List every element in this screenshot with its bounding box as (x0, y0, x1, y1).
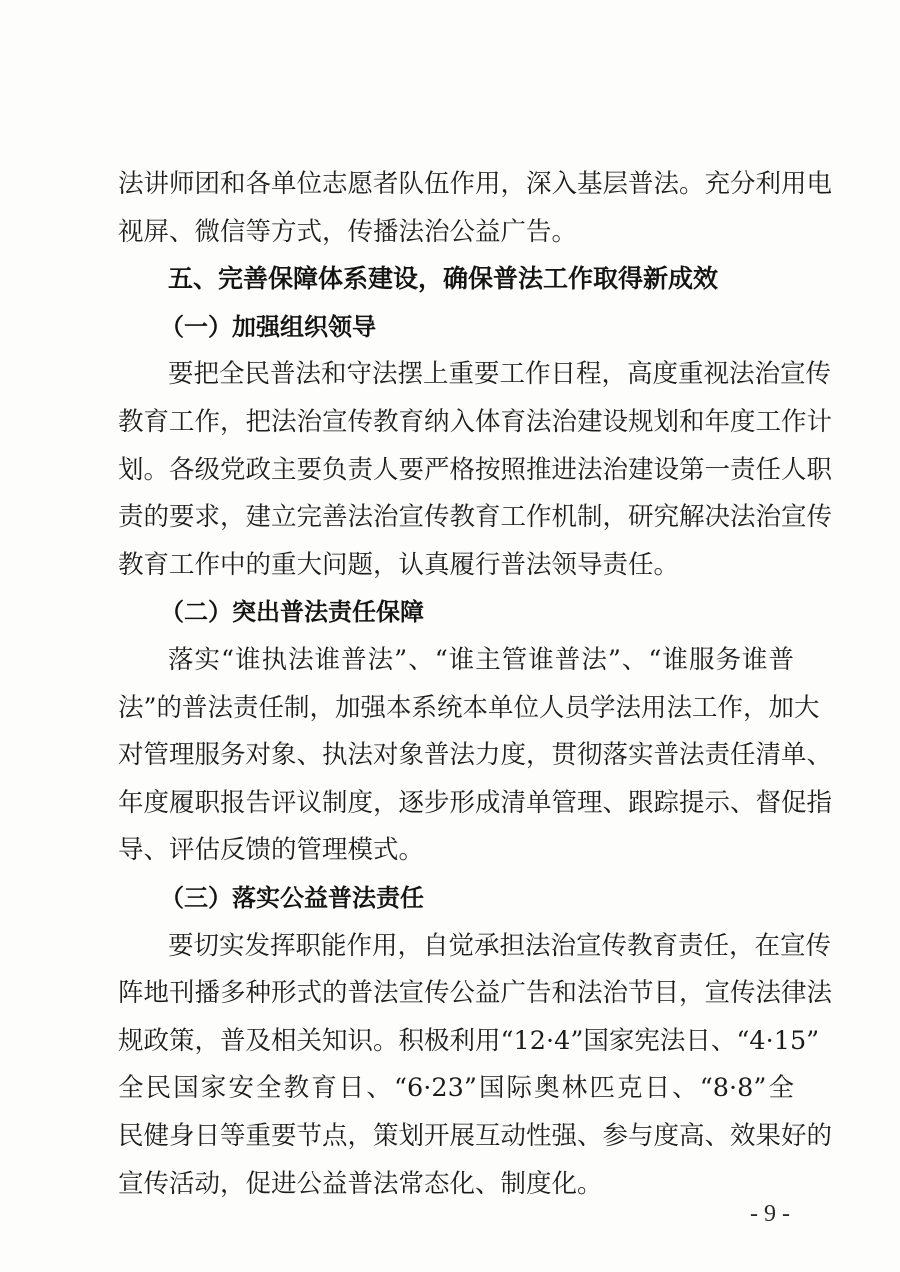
body-text-line: 法”的普法责任制，加强本系统本单位人员学法用法工作，加大 (118, 692, 820, 723)
body-text-line: 教育工作中的重大问题，认真履行普法领导责任。 (118, 549, 680, 580)
subsection-heading: （一）加强组织领导 (160, 312, 376, 341)
body-text-line: 年度履职报告评议制度，逐步形成清单管理、跟踪提示、督促指 (118, 787, 833, 818)
body-text-line: 教育工作，把法治宣传教育纳入体育法治建设规划和年度工作计 (118, 407, 833, 437)
body-text-line: 责的要求，建立完善法治宣传教育工作机制，研究解决法治宣传 (118, 502, 833, 533)
body-text-line: 阵地刊播多种形式的普法宣传公益广告和法治节目，宣传法律法 (118, 978, 833, 1009)
subsection-heading: （三）落实公益普法责任 (160, 884, 424, 912)
body-text-line: 落实“谁执法谁普法”、“谁主管谁普法”、“谁服务谁普 (168, 645, 794, 675)
body-text-line: 规政策，普及相关知识。积极利用“12·4”国家宪法日、“4·15” (118, 1025, 820, 1056)
body-text-line: 划。各级党政主要负责人要严格按照推进法治建设第一责任人职 (118, 454, 833, 485)
body-text-line: 宣传活动，促进公益普法常态化、制度化。 (118, 1168, 603, 1199)
body-text-line: 民健身日等重要节点，策划开展互动性强、参与度高、效果好的 (118, 1121, 833, 1151)
subsection-heading: （二）突出普法责任保障 (160, 598, 424, 627)
body-text-line: 要切实发挥职能作用，自觉承担法治宣传教育责任，在宣传 (168, 930, 832, 961)
body-text-line: 视屏、微信等方式，传播法治公益广告。 (118, 216, 578, 247)
body-text-line: 导、评估反馈的管理模式。 (118, 835, 425, 866)
body-text-line: 全民国家安全教育日、“6·23”国际奥林匹克日、“8·8”全 (118, 1073, 794, 1104)
page-number: - 9 - (750, 1201, 790, 1227)
body-text-line: 对管理服务对象、执法对象普法力度，贯彻落实普法责任清单、 (118, 740, 833, 771)
section-heading: 五、完善保障体系建设，确保普法工作取得新成效 (168, 264, 719, 294)
body-text-line: 法讲师团和各单位志愿者队伍作用，深入基层普法。充分利用电 (118, 169, 833, 199)
body-text-line: 要把全民普法和守法摆上重要工作日程，高度重视法治宣传 (168, 359, 832, 390)
